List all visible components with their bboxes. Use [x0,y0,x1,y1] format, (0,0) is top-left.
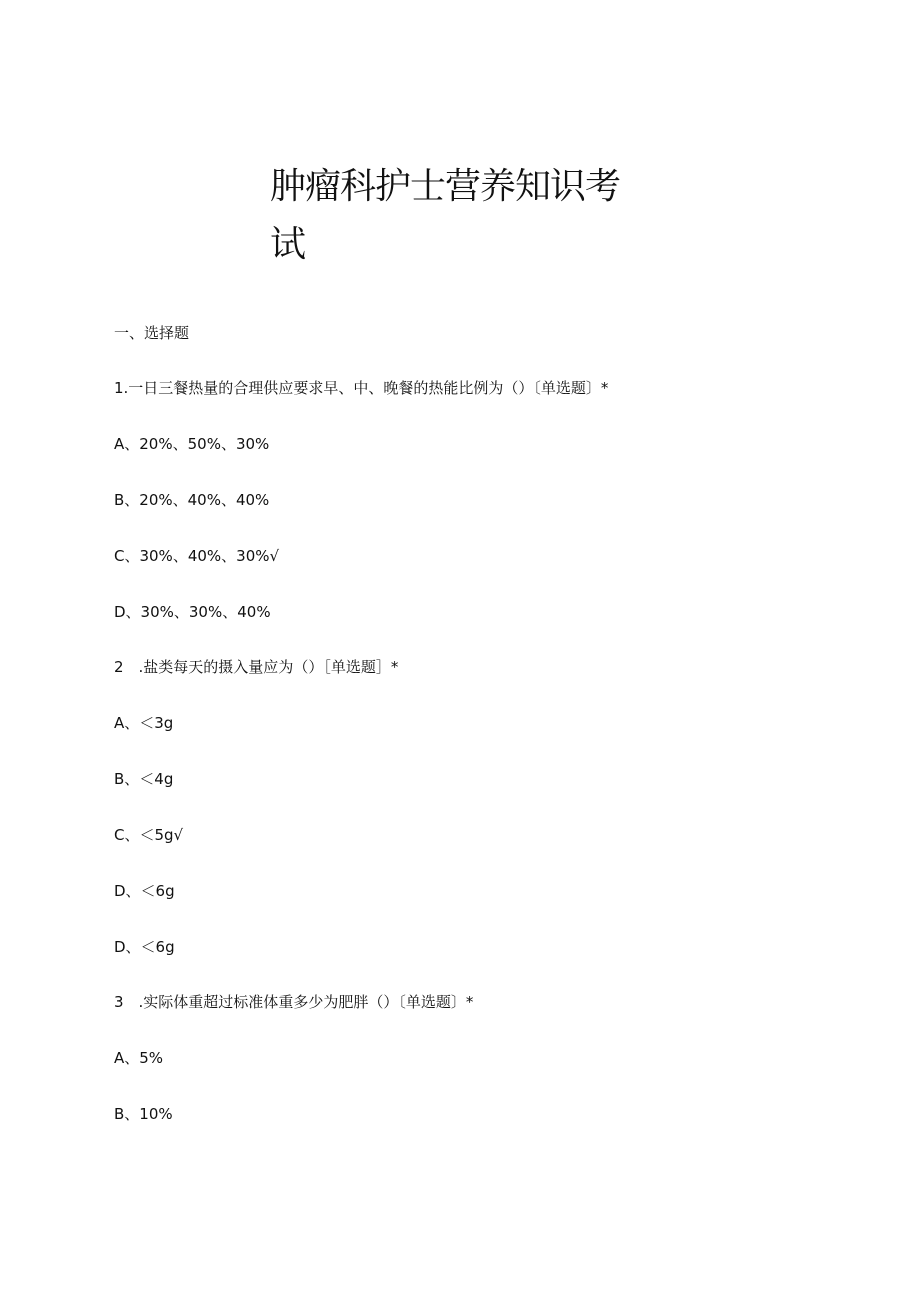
question-1-option-d: D、30%、30%、40% [114,603,271,621]
question-2-text: 2 .盐类每天的摄入量应为（）［单选题］* [114,658,399,676]
document-title [270,158,630,274]
question-3-option-a: A、5% [114,1049,164,1067]
question-2-option-a: A、＜3g [114,714,174,732]
question-2-option-c: C、＜5g√ [114,826,184,844]
title-line-2: 试 [270,224,306,265]
question-2-option-d: D、＜6g [114,882,175,900]
title-line-1: 肿瘤科护士营养知识考 [270,166,621,207]
question-1-option-a: A、20%、50%、30% [114,435,270,453]
question-3-text: 3 .实际体重超过标准体重多少为肥胖（）〔单选题〕* [114,993,474,1011]
section-heading: 一、选择题 [114,324,190,342]
question-1-option-c: C、30%、40%、30%√ [114,547,280,565]
question-2-option-b: B、＜4g [114,770,174,788]
question-1-option-b: B、20%、40%、40% [114,491,270,509]
question-1-text: 1.一日三餐热量的合理供应要求早、中、晚餐的热能比例为（）〔单选题〕* [114,379,609,397]
question-3-option-b: B、10% [114,1105,173,1123]
question-2-option-d-repeat: D、＜6g [114,938,175,956]
